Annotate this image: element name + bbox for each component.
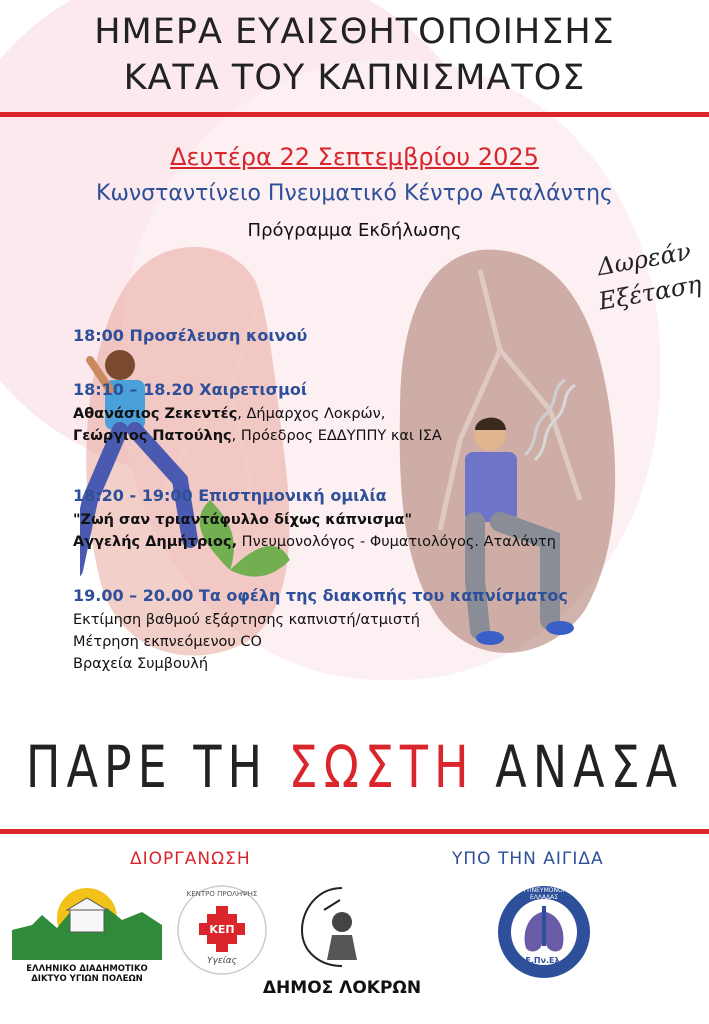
schedule-heading: 18:20 - 19:00 Επιστημονική ομιλία bbox=[73, 486, 387, 505]
schedule-line: Γεώργιος Πατούλης, Πρόεδρος ΕΔΔΥΠΠΥ και ΙΣΑ bbox=[73, 428, 442, 444]
title-line-2: ΚΑΤΑ ΤΟΥ ΚΑΠΝΙΣΜΑΤΟΣ bbox=[123, 58, 586, 98]
healthy-cities-text: ΕΛΛΗΝΙΚΟ ΔΙΑΔΗΜΟΤΙΚΟ ΔΙΚΤΥΟ ΥΓΙΩΝ ΠΟΛΕΩΝ bbox=[26, 964, 148, 984]
event-date: Δευτέρα 22 Σεπτεμβρίου 2025 bbox=[170, 143, 539, 171]
slogan-part-3: ΑΝΑΣΑ bbox=[474, 733, 684, 801]
warrior-emblem-icon bbox=[262, 880, 422, 970]
kep-logo bbox=[176, 884, 268, 976]
schedule-line: "Ζωή σαν τριαντάφυλλο δίχως κάπνισμα" bbox=[73, 512, 413, 528]
dimos-lokron-text: ΔΗΜΟΣ ΛΟΚΡΩΝ bbox=[262, 978, 422, 998]
runner-head bbox=[105, 350, 135, 380]
schedule-line: Αγγελής Δημήτριος, Πνευμονολόγος - Φυματιολόγος. Αταλάντη bbox=[73, 534, 556, 550]
pneumonology-union-logo bbox=[496, 884, 592, 980]
schedule-line: Βραχεία Συμβουλή bbox=[73, 656, 209, 672]
free-test-line-2: Εξέταση bbox=[596, 269, 704, 316]
free-test-line-1: Δωρεάν bbox=[594, 237, 694, 282]
bottom-divider bbox=[0, 829, 709, 834]
schedule-item-1 bbox=[73, 326, 673, 345]
schedule-line: Μέτρηση εκπνεόμενου CO bbox=[73, 634, 262, 650]
dimos-lokron-logo bbox=[262, 880, 422, 1000]
program-title: Πρόγραμμα Εκδήλωσης bbox=[247, 220, 462, 241]
schedule-heading: 18:00 Προσέλευση κοινού bbox=[73, 326, 308, 345]
slogan-part-1: ΠΑΡΕ ΤΗ bbox=[25, 733, 289, 801]
slogan-part-2: ΣΩΣΤΗ bbox=[288, 733, 475, 801]
event-venue: Κωνσταντίνειο Πνευματικό Κέντρο Αταλάντης bbox=[96, 181, 613, 206]
auspices-label: ΥΠΟ ΤΗΝ ΑΙΓΙΔΑ bbox=[452, 849, 604, 869]
schedule-item-3 bbox=[73, 486, 673, 553]
title-line-1: ΗΜΕΡΑ ΕΥΑΙΣΘΗΤΟΠΟΙΗΣΗΣ bbox=[94, 12, 615, 52]
schedule-line: Αθανάσιος Ζεκεντές, Δήμαρχος Λοκρών, bbox=[73, 406, 386, 422]
schedule-item-4 bbox=[73, 586, 673, 675]
kep-text: ΚΕΝΤΡΟ ΠΡΟΛΗΨΗΣ bbox=[186, 890, 258, 898]
schedule-heading: 19.00 – 20.00 Τα οφέλη της διακοπής του καπνίσματος bbox=[73, 586, 568, 605]
schedule-line: Εκτίμηση βαθμού εξάρτησης καπνιστή/ατμιστή bbox=[73, 612, 420, 628]
kep-sub: Υγείας bbox=[207, 956, 237, 966]
kep-abbr: ΚΕΠ bbox=[209, 923, 235, 936]
healthy-cities-icon bbox=[12, 880, 162, 960]
schedule-heading: 18:10 – 18.20 Χαιρετισμοί bbox=[73, 380, 308, 399]
healthy-cities-logo bbox=[12, 880, 162, 990]
organizers-label: ΔΙΟΡΓΑΝΩΣΗ bbox=[130, 849, 251, 869]
pneumonology-union-text: ΕΝΩΣΗ ΠΝΕΥΜΟΝΟΛΟΓΩΝ ΕΛΛΑΔΑΣ bbox=[504, 887, 584, 901]
schedule-item-2 bbox=[73, 380, 673, 447]
top-divider bbox=[0, 112, 709, 117]
slogan bbox=[0, 733, 709, 801]
pneumonology-union-abbr: Ε.Πν.Ελ. bbox=[525, 956, 563, 965]
